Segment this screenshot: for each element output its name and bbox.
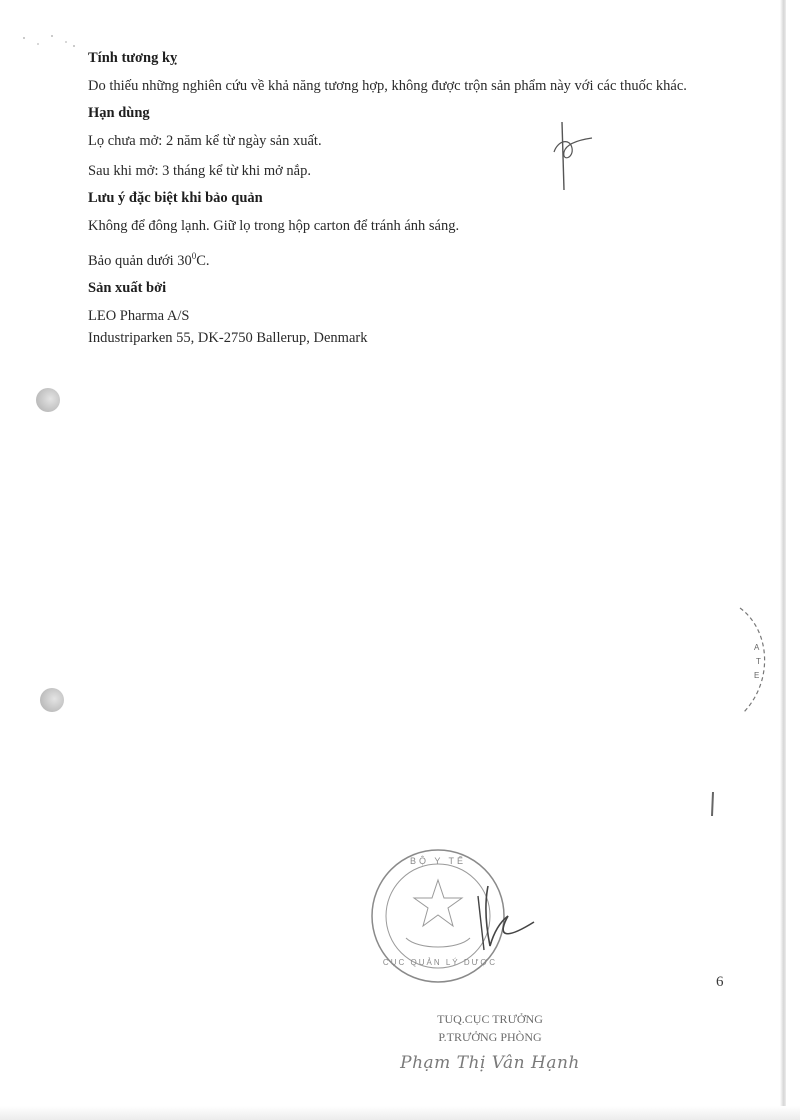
heading-storage: Lưu ý đặc biệt khi bảo quản <box>88 190 263 206</box>
margin-stroke-mark <box>708 790 718 820</box>
heading-manufacturer: Sản xuất bởi <box>88 279 167 296</box>
seal-bottom-text: CỤC QUẢN LÝ DƯỢC <box>382 958 498 967</box>
manufacturer-address: Industriparken 55, DK-2750 Ballerup, Denmark <box>88 329 368 346</box>
shelf-life-unopened: Lọ chưa mở: 2 năm kể từ ngày sản xuất. <box>88 133 322 149</box>
page-bottom-shadow <box>0 1106 800 1120</box>
shelf-life-opened: Sau khi mở: 3 tháng kể từ khi mở nắp. <box>88 163 311 179</box>
storage-temperature <box>88 245 738 272</box>
page-number: 6 <box>716 974 724 990</box>
svg-text:T: T <box>756 657 761 666</box>
page-edge-shadow <box>780 0 786 1120</box>
signatory-name: Phạm Thị Vân Hạnh <box>400 1053 580 1073</box>
storage-text: Không để đông lạnh. Giữ lọ trong hộp carton để tránh ánh sáng. <box>88 218 460 234</box>
signature-block <box>360 1010 620 1072</box>
svg-text:A: A <box>754 643 760 652</box>
punch-hole-lower <box>40 688 64 712</box>
seal-top-text: BỘ Y TẾ <box>410 856 467 866</box>
storage-temperature-suffix: C. <box>196 252 210 269</box>
storage-temperature-prefix: Bảo quản dưới 30 <box>88 252 192 269</box>
compatibility-text: Do thiếu những nghiên cứu về khả năng tương hợp, không được trộn sản phẩm này với các thuốc khác. <box>88 78 687 94</box>
degree-superscript: 0 <box>191 251 197 261</box>
signature-title-line2: P.TRƯỞNG PHÒNG <box>438 1030 542 1044</box>
document-body <box>88 50 738 357</box>
signature-title-line1: TUQ.CỤC TRƯỞNG <box>437 1012 543 1026</box>
scan-specks-mark <box>18 30 88 60</box>
seal-text-layer <box>358 846 518 986</box>
heading-shelf-life: Hạn dùng <box>88 105 150 121</box>
manufacturer-name: LEO Pharma A/S <box>88 307 190 324</box>
side-stamp-fragment <box>730 600 770 720</box>
heading-compatibility: Tính tương kỵ <box>88 50 178 66</box>
punch-hole-upper <box>36 388 60 412</box>
svg-text:E: E <box>754 671 760 680</box>
